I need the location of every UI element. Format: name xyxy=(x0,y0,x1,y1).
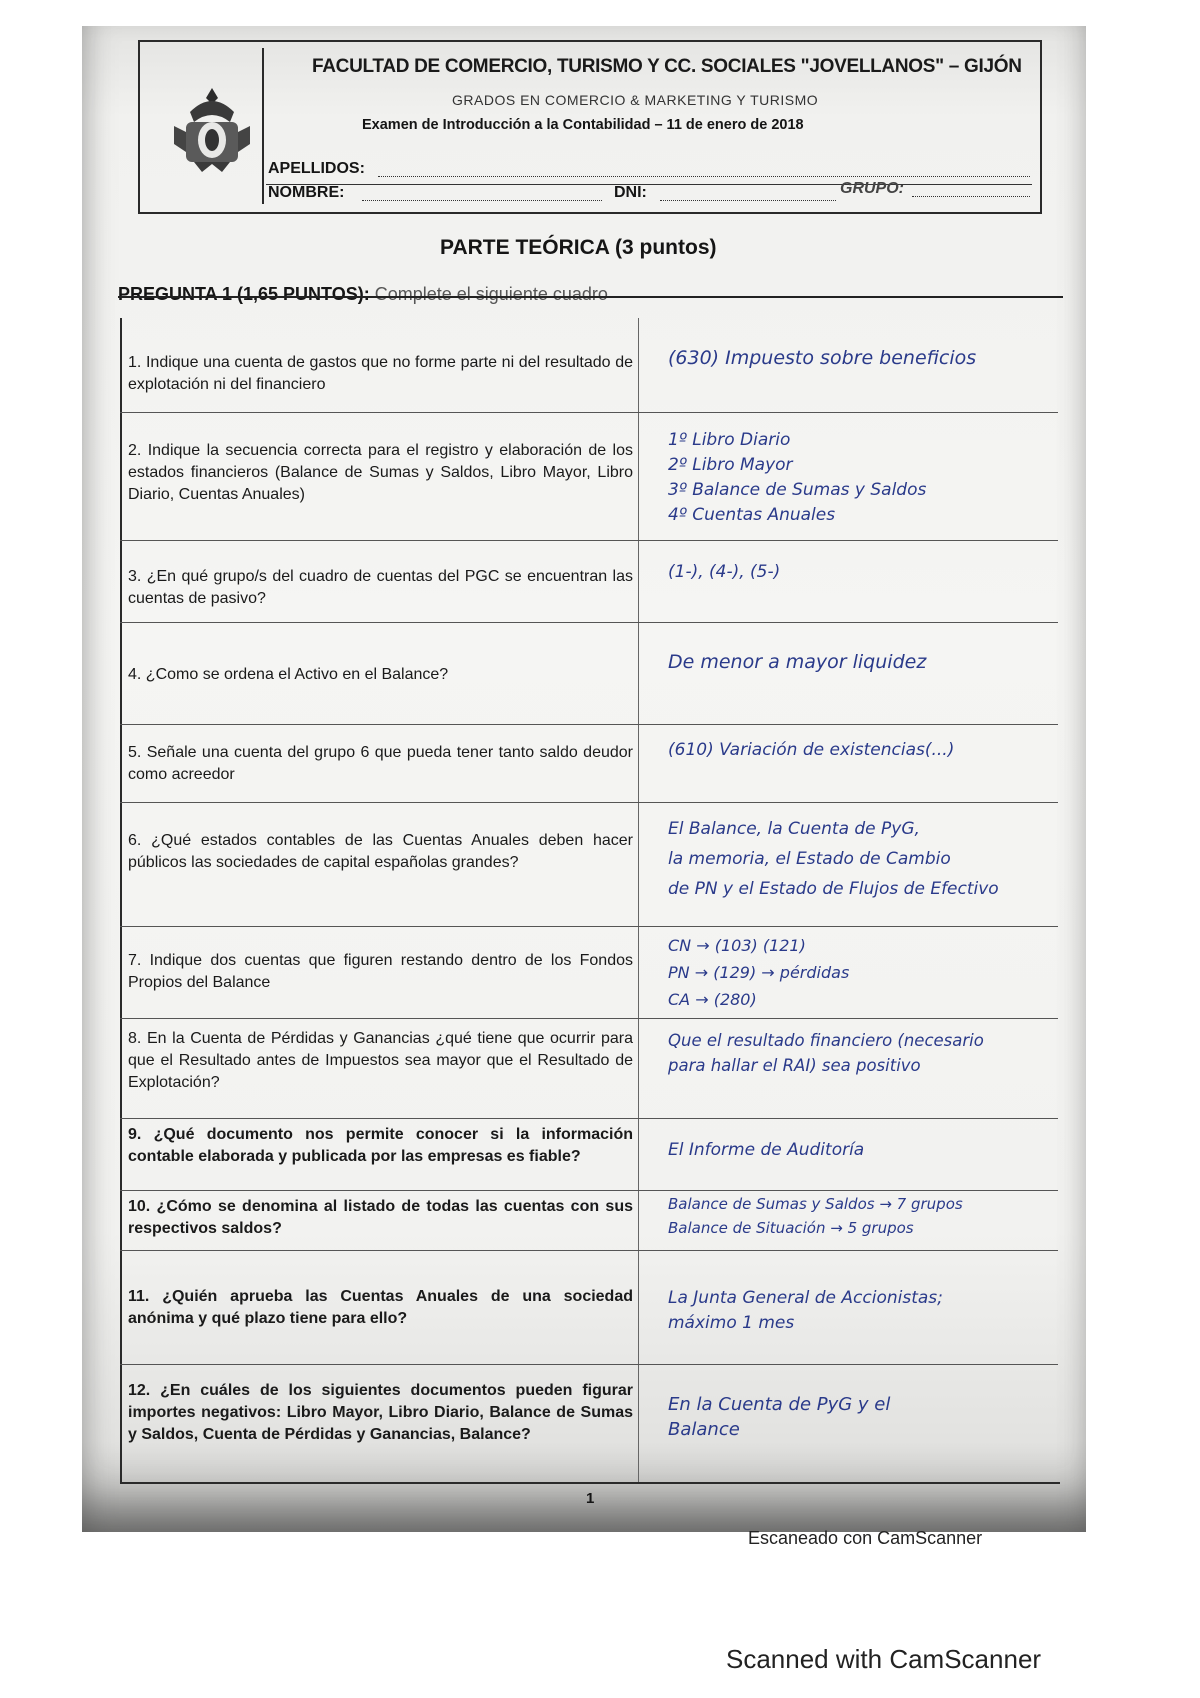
answer-10[interactable] xyxy=(668,1192,1068,1240)
header-separator xyxy=(266,184,1032,185)
university-seal-icon xyxy=(168,82,256,174)
question-8: 8. En la Cuenta de Pérdidas y Ganancias ¿qué tiene que ocurrir para que el Resultado antes de Impuestos sea mayor que el Resultado de Explotación? xyxy=(128,1030,633,1091)
row-divider xyxy=(120,1118,1058,1119)
answer-4-line: De menor a mayor liquidez xyxy=(668,651,927,673)
section-title: PARTE TEÓRICA (3 puntos) xyxy=(440,236,717,259)
grupo-label: GRUPO: xyxy=(840,180,904,197)
row-divider xyxy=(120,1250,1058,1251)
question-header xyxy=(118,284,608,305)
column-divider xyxy=(638,318,639,1482)
answer-12-line: Balance xyxy=(668,1419,740,1440)
exam-title: Examen de Introducción a la Contabilidad – 11 de enero de 2018 xyxy=(362,117,804,133)
answer-8-line: Que el resultado financiero (necesario xyxy=(668,1031,984,1050)
row-divider xyxy=(120,1190,1058,1191)
camscanner-watermark-large: Scanned with CamScanner xyxy=(726,1644,1042,1674)
answer-7[interactable] xyxy=(668,932,1068,1013)
answer-10-line: Balance de Situación → 5 grupos xyxy=(668,1219,914,1237)
answer-12[interactable] xyxy=(668,1392,1068,1442)
question-12: 12. ¿En cuáles de los siguientes documentos pueden figurar importes negativos: Libro Mayor, Libro Diario, Balance de Sumas y Saldos, Cuenta de Pérdidas y Ganancias, Balance? xyxy=(128,1382,633,1443)
answer-6-line: la memoria, el Estado de Cambio xyxy=(668,849,951,869)
answer-8[interactable] xyxy=(668,1028,1068,1078)
nombre-label: NOMBRE: xyxy=(268,184,345,201)
question-header-instruction: Complete el siguiente cuadro xyxy=(374,284,608,304)
row-divider xyxy=(120,724,1058,725)
answer-3[interactable] xyxy=(668,560,1068,585)
row-divider xyxy=(120,412,1058,413)
answer-5[interactable] xyxy=(668,738,1068,763)
question-1: 1. Indique una cuenta de gastos que no forme parte ni del resultado de explotación ni del financiero xyxy=(128,354,633,393)
row-divider xyxy=(120,926,1058,927)
answer-6-line: de PN y el Estado de Flujos de Efectivo xyxy=(668,879,999,899)
apellidos-label: APELLIDOS: xyxy=(268,160,365,177)
answer-1[interactable] xyxy=(668,346,1068,371)
row-divider xyxy=(120,1018,1058,1019)
answer-7-line: CN → (103) (121) xyxy=(668,936,806,955)
answer-11-line: máximo 1 mes xyxy=(668,1313,795,1333)
row-divider xyxy=(120,1364,1058,1365)
question-7: 7. Indique dos cuentas que figuren restando dentro de los Fondos Propios del Balance xyxy=(128,952,633,991)
nombre-field[interactable] xyxy=(362,200,602,201)
camscanner-watermark-small: Escaneado con CamScanner xyxy=(748,1528,983,1548)
answer-8-line: para hallar el RAI) sea positivo xyxy=(668,1056,921,1075)
answer-2-line: 2º Libro Mayor xyxy=(668,455,793,475)
faculty-title: FACULTAD DE COMERCIO, TURISMO Y CC. SOCIALES "JOVELLANOS" – GIJÓN xyxy=(312,56,1022,77)
answer-12-line: En la Cuenta de PyG y el xyxy=(668,1394,891,1415)
grupo-field[interactable] xyxy=(912,196,1030,197)
degrees-line: GRADOS EN COMERCIO & MARKETING Y TURISMO xyxy=(452,92,819,108)
question-header-label: PREGUNTA 1 (1,65 PUNTOS): xyxy=(118,284,370,304)
top-rule xyxy=(118,296,1063,298)
answer-7-line: CA → (280) xyxy=(668,990,757,1009)
question-4: 4. ¿Como se ordena el Activo en el Balance? xyxy=(128,666,449,683)
row-divider xyxy=(120,802,1058,803)
answer-11[interactable] xyxy=(668,1286,1068,1336)
dni-label: DNI: xyxy=(614,184,647,201)
question-9: 9. ¿Qué documento nos permite conocer si la información contable elaborada y publicada por las empresas es fiable? xyxy=(128,1126,633,1165)
answer-2-line: 1º Libro Diario xyxy=(668,430,791,450)
question-10: 10. ¿Cómo se denomina al listado de todas las cuentas con sus respectivos saldos? xyxy=(128,1198,633,1237)
answer-7-line: PN → (129) → pérdidas xyxy=(668,963,850,982)
question-3: 3. ¿En qué grupo/s del cuadro de cuentas del PGC se encuentran las cuentas de pasivo? xyxy=(128,568,633,607)
answer-11-line: La Junta General de Accionistas; xyxy=(668,1288,943,1308)
answer-2[interactable] xyxy=(668,428,1068,528)
row-divider xyxy=(120,540,1058,541)
answer-6[interactable] xyxy=(668,814,1068,904)
answer-2-line: 3º Balance de Sumas y Saldos xyxy=(668,480,927,500)
answer-9[interactable] xyxy=(668,1138,1068,1163)
question-2: 2. Indique la secuencia correcta para el registro y elaboración de los estados financieros (Balance de Sumas y Saldos, Libro Mayor, Libro Diario, Cuentas Anuales) xyxy=(128,442,633,503)
answer-3-line: (1-), (4-), (5-) xyxy=(668,562,781,582)
apellidos-field[interactable] xyxy=(378,176,1030,177)
question-6: 6. ¿Qué estados contables de las Cuentas Anuales deben hacer públicos las sociedades de capital españolas grandes? xyxy=(128,832,633,871)
answer-4[interactable] xyxy=(668,650,1068,675)
question-5: 5. Señale una cuenta del grupo 6 que pueda tener tanto saldo deudor como acreedor xyxy=(128,744,633,783)
row-divider xyxy=(120,622,1058,623)
answer-9-line: El Informe de Auditoría xyxy=(668,1140,865,1160)
page-number: 1 xyxy=(586,1490,595,1507)
answer-1-line: (630) Impuesto sobre beneficios xyxy=(668,347,977,369)
answer-2-line: 4º Cuentas Anuales xyxy=(668,505,836,525)
dni-field[interactable] xyxy=(660,200,836,201)
answer-10-line: Balance de Sumas y Saldos → 7 grupos xyxy=(668,1195,963,1213)
answer-6-line: El Balance, la Cuenta de PyG, xyxy=(668,819,920,839)
question-11: 11. ¿Quién aprueba las Cuentas Anuales de una sociedad anónima y qué plazo tiene para ello? xyxy=(128,1288,633,1327)
answer-5-line: (610) Variación de existencias(...) xyxy=(668,740,955,760)
